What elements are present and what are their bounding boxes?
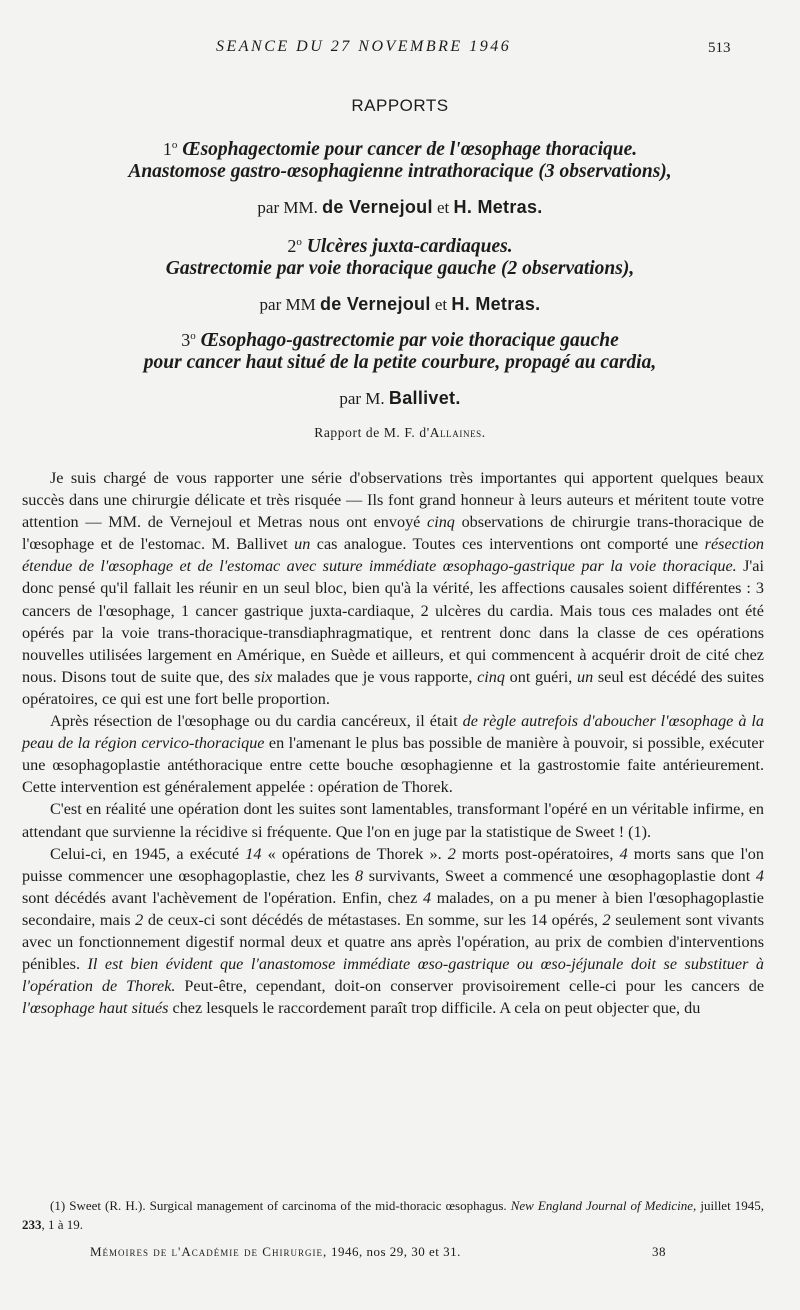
paragraph-2: Après résection de l'œsophage ou du cardia cancéreux, il était de règle autrefois d'aboucher l'œsophage à la peau de la région cervico-thoracique en l'amenant le plus bas possible de manière à pouvoir, si possible, exécuter une œsophagoplastie antéthoracique entre cette bouche œsophagienne et la gastrostomie faite antérieurement. Cette intervention est généralement appelée : opération de Thorek. (22, 712, 764, 797)
page-number: 513 (708, 40, 731, 56)
signature-mark: 38 (652, 1244, 666, 1259)
report-authors: par MM. de Vernejoul et H. Metras. (257, 197, 543, 217)
footer-journal: Mémoires de l'Académie de Chirurgie, 1946, nos 29, 30 et 31. (90, 1244, 461, 1259)
paragraph-1: Je suis chargé de vous rapporter une série d'observations très importantes qui apportent quelques beaux succès dans une chirurgie délicate et très risquée — Ils font grand honneur à leurs auteurs et méritent toute votre attention — MM. de Vernejoul et Metras nous ont envoyé cinq observations de chirurgie trans-thoracique de l'œsophage et de l'estomac. M. Ballivet un cas analogue. Toutes ces interventions ont comporté une résection étendue de l'œsophage et de l'estomac avec suture immédiate œsophago-gastrique par la voie thoracique. J'ai donc pensé qu'il fallait les réunir en un seul bloc, bien qu'à la vérité, les affections causales soient différentes : 3 cancers de l'œsophage, 1 cancer gastrique juxta-cardiaque, 2 ulcères du cardia. Mais tous ces malades ont été opérés par la voie trans-thoracique-transdiaphragmatique, et rentrent donc dans la classe de ces opérations nouvelles utilisées largement en Amérique, en Suède et ailleurs, et qui commencent à acquérir droit de cité chez nous. Disons tout de suite que, des six malades que je vous rapporte, cinq ont guéri, un seul est décédé des suites opératoires, ce qui est une fort belle proportion. (22, 469, 765, 708)
author-name: H. Metras. (451, 294, 541, 314)
author-name: de Vernejoul (322, 197, 433, 217)
report-authors: par M. Ballivet. (339, 388, 461, 408)
report-title-line-2: pour cancer haut situé de la petite courbure, propagé au cardia, (143, 352, 657, 373)
report-number: 1$^o$ (162, 139, 178, 159)
paragraph-3: C'est en réalité une opération dont les suites sont lamentables, transformant l'opéré en un véritable infirme, en attendant que survienne la récidive si fréquente. Que l'on en juge par la statistique de Sweet ! (1). (22, 800, 764, 841)
report-title-line-1: Œsophagectomie pour cancer de l'œsophage thoracique. (182, 139, 638, 160)
report-entry-1 (0, 134, 800, 218)
author-name: H. Metras. (453, 197, 543, 217)
running-head (0, 38, 800, 60)
section-heading: RAPPORTS (351, 96, 449, 115)
footnote: (1) Sweet (R. H.). Surgical management of carcinoma of the mid-thoracic œsophagus. New England Journal of Medicine, juillet 1945, 233, 1 à 19. (22, 1198, 764, 1232)
report-title-line-2: Gastrectomie par voie thoracique gauche (2 observations), (165, 258, 635, 279)
report-title (0, 231, 800, 280)
author-name: Ballivet. (388, 388, 461, 408)
report-entry-3 (0, 325, 800, 409)
body-text (22, 467, 764, 1019)
report-title (0, 325, 800, 374)
author-name: de Vernejoul (320, 294, 431, 314)
report-authors: par MM de Vernejoul et H. Metras. (259, 294, 541, 314)
report-title (0, 134, 800, 183)
page-footer (0, 1244, 800, 1264)
rapporteur-line: Rapport de M. F. d'Allaines. (314, 425, 486, 440)
report-title-line-1: Ulcères juxta-cardiaques. (306, 236, 513, 257)
report-title-line-1: Œsophago-gastrectomie par voie thoracique gauche (200, 330, 619, 351)
report-entry-2 (0, 231, 800, 315)
report-number: 2$^o$ (287, 236, 302, 256)
report-number: 3$^o$ (181, 330, 196, 350)
report-title-line-2: Anastomose gastro-œsophagienne intrathoracique (3 observations), (128, 161, 672, 182)
paragraph-4: Celui-ci, en 1945, a exécuté 14 « opérations de Thorek ». 2 morts post-opératoires, 4 morts sans que l'on puisse commencer une œsophagoplastie, chez les 8 survivants, Sweet a commencé une œsophagoplastie dont 4 sont décédés avant l'achèvement de l'opération. Enfin, chez 4 malades, on a pu mener à bien l'œsophagoplastie secondaire, mais 2 de ceux-ci sont décédés de métastases. En somme, sur les 14 opérés, 2 seulement sont vivants avec un fonctionnement digestif normal deux et quatre ans après l'opération, au prix de combien d'interventions pénibles. Il est bien évident que l'anastomose immédiate œso-gastrique ou œso-jéjunale doit se substituer à l'opération de Thorek. Peut-être, cependant, doit-on conserver provisoirement celle-ci pour les cancers de l'œsophage haut situés chez lesquels le raccordement paraît trop difficile. A cela on peut objecter que, du (22, 844, 765, 1018)
running-head-title: SEANCE DU 27 NOVEMBRE 1946 (216, 38, 512, 55)
